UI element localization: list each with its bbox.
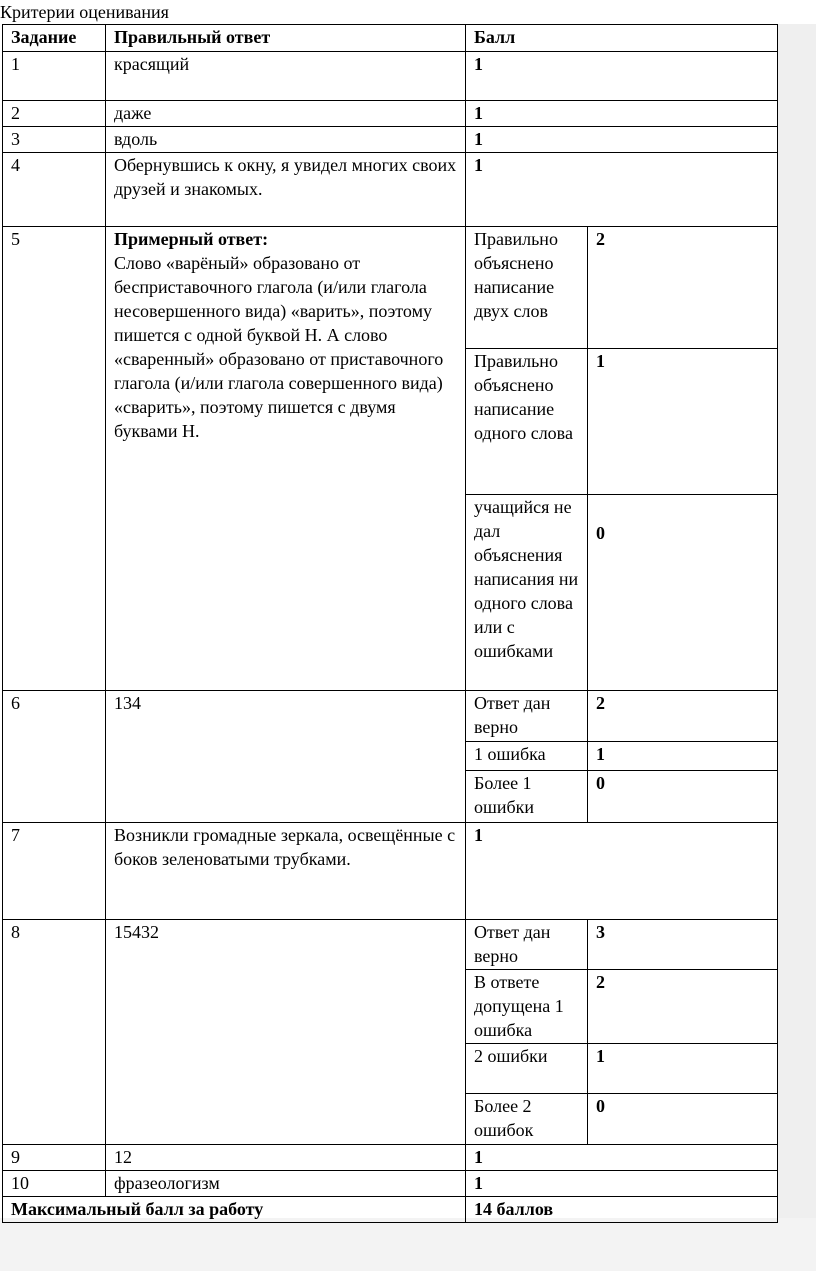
table-row [3, 127, 778, 153]
criteria-table [2, 24, 778, 1223]
table-row [3, 101, 778, 127]
criterion-text: В ответе допущена 1 ошибка [466, 970, 588, 1044]
criterion-score: 0 [588, 495, 778, 691]
task-number: 2 [3, 101, 106, 127]
criterion-text: Ответ дан верно [466, 920, 588, 970]
criterion-text: 2 ошибки [466, 1044, 588, 1094]
page-margin [778, 24, 816, 1218]
task-number: 1 [3, 52, 106, 101]
answer-cell: Возникли громадные зеркала, освещённые с боков зеленоватыми трубками. [106, 823, 466, 920]
criterion-score: 2 [588, 691, 778, 742]
task-number: 7 [3, 823, 106, 920]
criterion-score: 1 [588, 1044, 778, 1094]
task-number: 10 [3, 1171, 106, 1197]
table-header-row [3, 25, 778, 52]
total-label: Максимальный балл за работу [3, 1197, 466, 1223]
score-cell: 1 [466, 52, 778, 101]
criterion-text: Ответ дан верно [466, 691, 588, 742]
table-row [3, 1145, 778, 1171]
total-row [3, 1197, 778, 1223]
answer-cell: вдоль [106, 127, 466, 153]
answer-text: Слово «варёный» образовано от бесприставочного глагола (и/или глагола несовершенного вида) «варить», поэтому пишется с одной буквой Н. А слово «сваренный» образовано от приставочного глагола (и/или глагола совершенного вида) «сварить», поэтому пишется с двумя буквами Н. [114, 253, 444, 441]
criterion-score: 1 [588, 742, 778, 771]
table-row [3, 227, 778, 349]
answer-cell: 134 [106, 691, 466, 823]
document-caption: Критерии оценивания [0, 2, 169, 22]
task-number: 6 [3, 691, 106, 823]
criterion-score: 0 [588, 771, 778, 823]
task-number: 4 [3, 153, 106, 227]
criterion-score: 0 [588, 1094, 778, 1145]
answer-title: Примерный ответ: [114, 229, 269, 249]
answer-cell [106, 227, 466, 691]
header-task: Задание [3, 25, 106, 52]
criterion-text: Правильно объяснено написание двух слов [466, 227, 588, 349]
score-cell: 1 [466, 101, 778, 127]
criterion-text: 1 ошибка [466, 742, 588, 771]
criterion-text: учащийся не дал объяснения написания ни одного слова или с ошибками [466, 495, 588, 691]
table-row [3, 691, 778, 742]
table-row [3, 920, 778, 970]
total-value: 14 баллов [466, 1197, 778, 1223]
task-number: 3 [3, 127, 106, 153]
table-row [3, 1171, 778, 1197]
criterion-text: Правильно объяснено написание одного слова [466, 349, 588, 495]
criterion-score: 1 [588, 349, 778, 495]
table-row [3, 52, 778, 101]
task-number: 5 [3, 227, 106, 691]
score-cell: 1 [466, 1145, 778, 1171]
header-score: Балл [466, 25, 778, 52]
criterion-score: 2 [588, 227, 778, 349]
criterion-score: 3 [588, 920, 778, 970]
score-cell: 1 [466, 153, 778, 227]
score-cell: 1 [466, 127, 778, 153]
answer-cell: 12 [106, 1145, 466, 1171]
table-row [3, 823, 778, 920]
answer-cell: даже [106, 101, 466, 127]
criterion-text: Более 2 ошибок [466, 1094, 588, 1145]
answer-cell: красящий [106, 52, 466, 101]
task-number: 9 [3, 1145, 106, 1171]
task-number: 8 [3, 920, 106, 1145]
score-cell: 1 [466, 823, 778, 920]
header-answer: Правильный ответ [106, 25, 466, 52]
answer-cell: Обернувшись к окну, я увидел многих своих друзей и знакомых. [106, 153, 466, 227]
table-row [3, 153, 778, 227]
criterion-text: Более 1 ошибки [466, 771, 588, 823]
criterion-score: 2 [588, 970, 778, 1044]
answer-cell: фразеологизм [106, 1171, 466, 1197]
score-cell: 1 [466, 1171, 778, 1197]
answer-cell: 15432 [106, 920, 466, 1145]
